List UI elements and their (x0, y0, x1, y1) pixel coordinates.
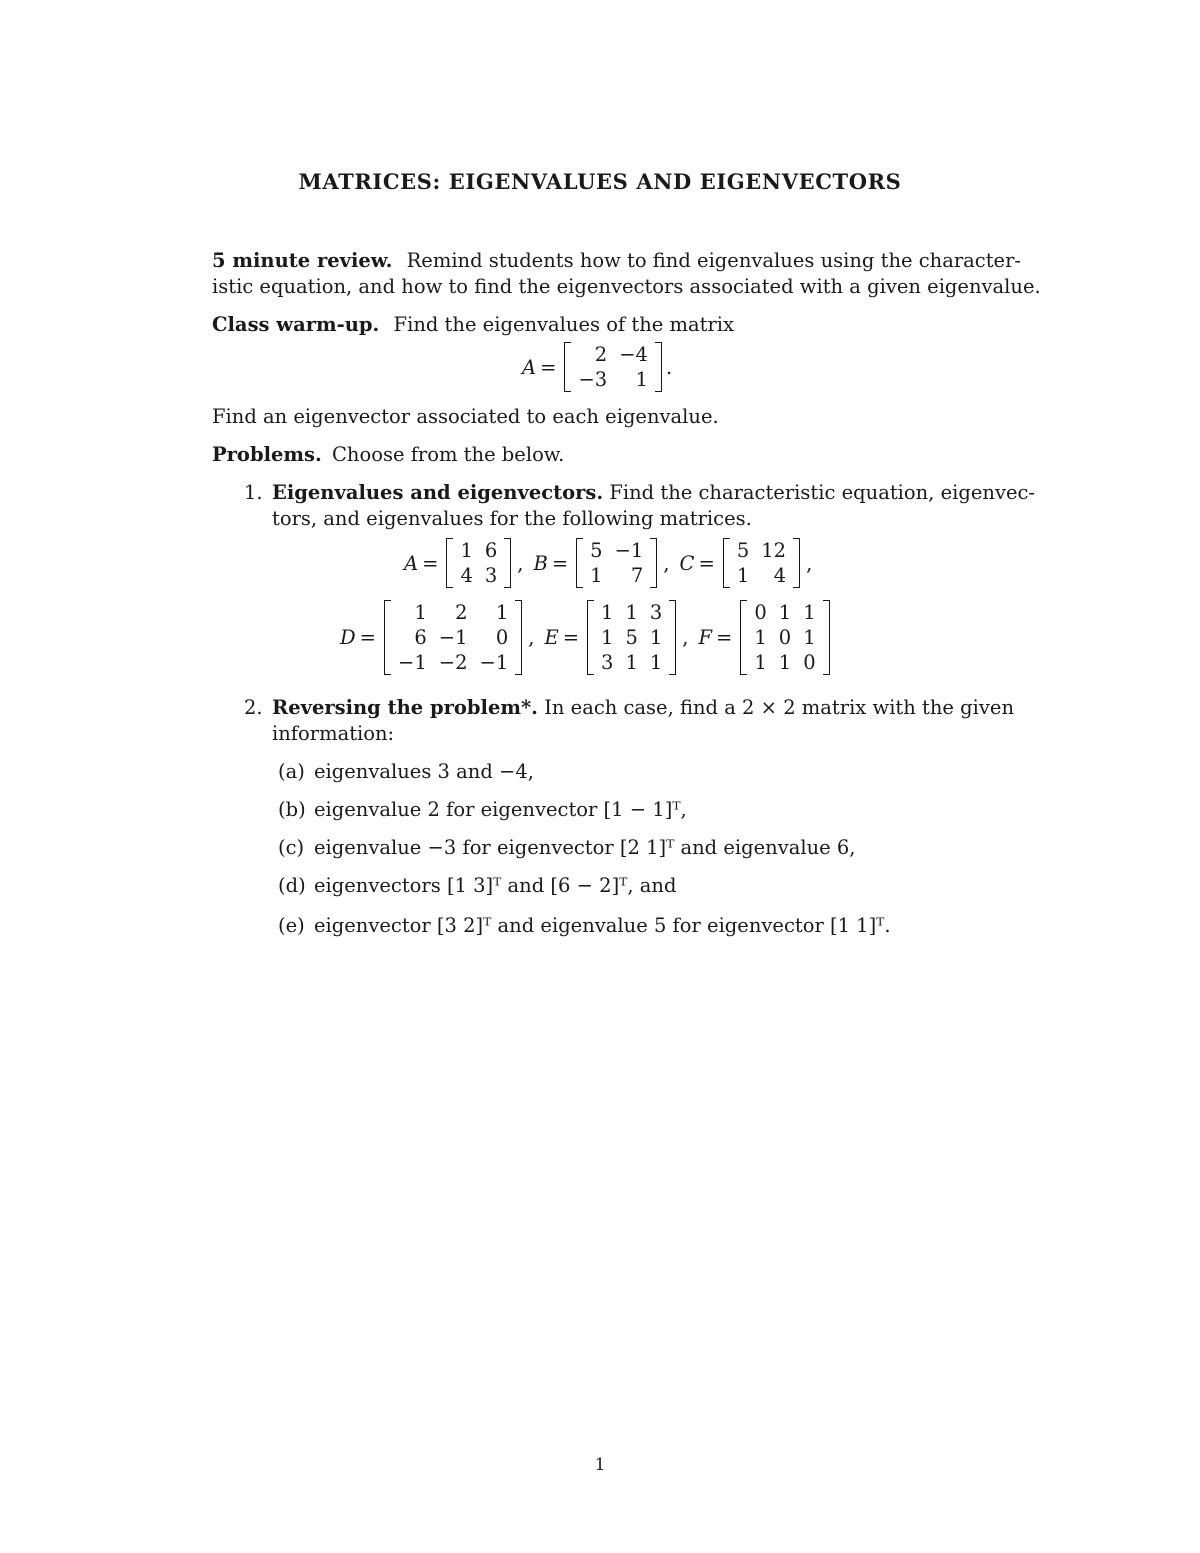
matrix-name-B: B (533, 551, 548, 575)
matrix-E-cell-2-0: 3 (601, 651, 614, 674)
review-text-line2: istic equation, and how to find the eigenvectors associated with a given eigenvalue. (212, 275, 1041, 298)
page-number: 1 (594, 1455, 606, 1475)
matrix-A-cell-0-1: 6 (484, 539, 498, 562)
item-c-text: eigenvalue −3 for eigenvector [2 1]ᵀ and eigenvalue 6, (314, 836, 856, 859)
matrix-D-cell-0-2: 1 (495, 601, 509, 624)
problem1-text-line2: tors, and eigenvalues for the following matrices. (272, 507, 752, 530)
matrix-C-cell-0-1: 12 (761, 539, 787, 562)
comma: , (517, 551, 524, 575)
review-paragraph-line1 (212, 248, 1021, 274)
matrix-E-cell-2-2: 1 (649, 651, 663, 674)
problems-text: Choose from the below. (332, 443, 565, 466)
comma: , (528, 626, 535, 649)
comma: , (682, 626, 689, 649)
matrix-A-cell-1-0: 4 (460, 564, 473, 587)
equals-sign: = (551, 551, 569, 575)
problem2-number: 2. (244, 696, 263, 719)
matrix-A-cell-0-0: 1 (460, 539, 473, 562)
warmup-matrix-cell-0-0: 2 (594, 343, 608, 366)
problem1-line1 (272, 480, 1035, 506)
problem2-text-line2: information: (272, 722, 395, 745)
comma: , (806, 551, 813, 575)
review-heading: 5 minute review. (212, 249, 393, 272)
matrix-D-cell-0-1: 2 (455, 601, 468, 624)
problems-paragraph (212, 442, 564, 468)
matrix-C-cell-1-1: 4 (773, 564, 787, 587)
matrix-B-cell-1-1: 7 (630, 564, 644, 587)
problem2-text-line1: In each case, find a 2 × 2 matrix with the given (544, 696, 1014, 719)
problem2-heading: Reversing the problem*. (272, 696, 538, 719)
item-a-text: eigenvalues 3 and −4, (314, 760, 534, 783)
comma: , (663, 551, 670, 575)
item-d-label: (d) (278, 874, 306, 897)
equals-sign: = (716, 626, 733, 649)
equals-sign: = (359, 626, 376, 649)
equals-sign: = (562, 626, 580, 649)
matrix-B-cell-0-1: −1 (614, 539, 644, 562)
matrix-D-cell-2-2: −1 (479, 651, 509, 674)
matrix-F-cell-1-1: 0 (778, 626, 792, 649)
warmup-text: Find the eigenvalues of the matrix (393, 313, 735, 336)
matrix-E-cell-1-2: 1 (649, 626, 663, 649)
warmup-paragraph (212, 312, 734, 338)
matrix-A-cell-1-1: 3 (484, 564, 498, 587)
matrix-E (587, 600, 676, 675)
warmup-matrix (564, 342, 662, 392)
matrix-name: A (522, 355, 537, 379)
matrix-D-cell-1-1: −1 (438, 626, 468, 649)
matrix-E-cell-0-0: 1 (601, 601, 614, 624)
item-b-text: eigenvalue 2 for eigenvector [1 − 1]ᵀ, (314, 798, 687, 821)
problem1-matrices-row1 (404, 538, 822, 588)
equals-sign: = (698, 551, 715, 575)
item-e-text: eigenvector [3 2]ᵀ and eigenvalue 5 for eigenvector [1 1]ᵀ. (314, 914, 891, 937)
matrix-name-F: F (698, 626, 713, 649)
problem2-line1 (272, 695, 1014, 721)
item-b-label: (b) (278, 798, 306, 821)
matrix-D-cell-1-0: 6 (414, 626, 427, 649)
item-c-label: (c) (278, 836, 305, 859)
matrix-F-cell-2-2: 0 (803, 651, 816, 674)
matrix-C-cell-1-0: 1 (736, 564, 750, 587)
matrix-C-cell-0-0: 5 (736, 539, 750, 562)
warmup-heading: Class warm-up. (212, 313, 380, 336)
warmup-matrix-cell-0-1: −4 (619, 343, 648, 366)
matrix-C (723, 538, 800, 588)
warmup-after-text: Find an eigenvector associated to each eigenvalue. (212, 405, 719, 428)
matrix-D-cell-2-0: −1 (397, 651, 427, 674)
review-text-line1: Remind students how to find eigenvalues using the character- (406, 249, 1022, 272)
warmup-matrix-cell-1-0: −3 (578, 368, 608, 391)
matrix-F (740, 600, 829, 675)
matrix-D-cell-2-1: −2 (438, 651, 468, 674)
matrix-E-cell-1-0: 1 (601, 626, 614, 649)
matrix-name-A: A (404, 551, 419, 575)
equals-sign: = (422, 551, 439, 575)
matrix-F-cell-1-2: 1 (803, 626, 816, 649)
matrix-D-cell-0-0: 1 (414, 601, 427, 624)
problem1-heading: Eigenvalues and eigenvectors. (272, 481, 604, 504)
problem1-number: 1. (244, 481, 263, 504)
matrix-E-cell-1-1: 5 (625, 626, 638, 649)
matrix-B-cell-1-0: 1 (590, 564, 603, 587)
matrix-E-cell-0-2: 3 (649, 601, 663, 624)
matrix-F-cell-2-0: 1 (754, 651, 767, 674)
matrix-F-cell-0-0: 0 (754, 601, 767, 624)
matrix-E-cell-2-1: 1 (625, 651, 638, 674)
item-e-label: (e) (278, 914, 305, 937)
matrix-B (576, 538, 657, 588)
item-a-label: (a) (278, 760, 305, 783)
matrix-E-cell-0-1: 1 (625, 601, 638, 624)
matrix-F-cell-0-2: 1 (803, 601, 816, 624)
warmup-matrix-cell-1-1: 1 (635, 368, 648, 391)
matrix-F-cell-1-0: 1 (754, 626, 767, 649)
matrix-D (384, 600, 522, 675)
problem1-text-line1: Find the characteristic equation, eigenvec- (609, 481, 1036, 504)
matrix-name-D: D (340, 626, 356, 649)
matrix-F-cell-0-1: 1 (778, 601, 792, 624)
item-d-text: eigenvectors [1 3]ᵀ and [6 − 2]ᵀ, and (314, 874, 677, 897)
matrix-name-E: E (544, 626, 559, 649)
matrix-name-C: C (679, 551, 695, 575)
page-title: MATRICES: EIGENVALUES AND EIGENVECTORS (298, 169, 902, 194)
matrix-A (446, 538, 511, 588)
matrix-F-cell-2-1: 1 (778, 651, 792, 674)
warmup-equation: A = 2 −4 −3 1 . (522, 343, 673, 391)
problems-heading: Problems. (212, 443, 322, 466)
problem1-matrices-row2 (340, 600, 834, 675)
matrix-D-cell-1-2: 0 (495, 626, 509, 649)
matrix-B-cell-0-0: 5 (590, 539, 603, 562)
